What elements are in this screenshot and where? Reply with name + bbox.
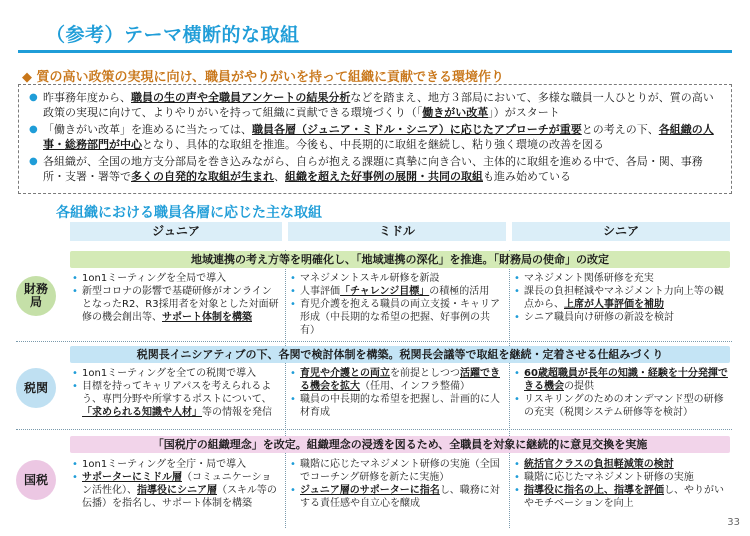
row-divider [16,429,732,430]
row-divider [16,341,732,342]
summary-item-3 [29,154,721,184]
bullet-icon: ● [29,124,38,135]
summary-text-2: 「働きがい改革」を進めるに当たっては、職員各層（ジュニア・ミドル・シニア）に応じたアプローチが重要との考えの下、各組織の人事・総務部門が中心となり、具体的な取組を推進。今後も、中長期的に取組を継続し、粘り強く環境の改善を図る [43,123,714,151]
zaimu-middle-cell: • マネジメントスキル研修を新設 • 人事評価「チャレンジ目標」の積極的活用 • 育児介護を抱える職員の両立支援・キャリア形成（中長期的な希望の把握、好事例の共有） [290,273,500,336]
row-label-kokuzei: 国税 [16,460,56,500]
summary-box [18,84,732,194]
column-header-junior: ジュニア [70,222,282,241]
bullet-icon: ● [29,156,38,167]
summary-item-1 [29,90,721,120]
zaimu-banner: 地域連携の考え方等を明確化し、「地域連携の深化」を推進。「財務局の使命」の改定 [70,251,730,268]
summary-text-3: 各組織が、全国の地方支分部局を巻き込みながら、自らが抱える課題に真摯に向き合い、主体的に取組を進める中で、各局・関、事務所・支署・署等で多くの自発的な取組が生まれ、組織を超えた好事例の展開・共同の取組も進み始めている [43,155,703,183]
column-divider [285,250,286,528]
zaimu-junior-cell: • 1on1ミーティングを全局で導入 • 新型コロナの影響で基礎研修がオンラインとなったR2、R3採用者を対象とした対面研修の機会創出等、サポート体制を構築 [72,273,279,323]
column-header-senior: シニア [512,222,730,241]
kokuzei-senior-cell: • 統括官クラスの負担軽減策の検討 • 職階に応じたマネジメント研修の実施 • 指導役に指名の上、指導を評価し、やりがいやモチベーションを向上 [514,459,724,509]
page-title: （参考）テーマ横断的な取組 [46,24,300,46]
zaimu-senior-cell: • マネジメント関係研修を充実 • 課長の負担軽減やマネジメント力向上等の観点から、上席が人事評価を補助 • シニア職員向け研修の新設を検討 [514,273,724,323]
section-title: 各組織における職員各層に応じた主な取組 [56,205,322,221]
zeikan-junior-cell: • 1on1ミーティングを全ての税関で導入 • 目標を持ってキャリアパスを考えられるよう、専門分野や所掌するポストについて、「求められる知識や人材」等の情報を発信 [72,368,272,418]
kokuzei-banner: 「国税庁の組織理念」を改定。組織理念の浸透を図るため、全職員を対象に継続的に意見交換を実施 [70,436,730,453]
column-divider [509,250,510,528]
kokuzei-junior-cell: • 1on1ミーティングを全庁・局で導入 • サポーターにミドル層（コミュニケーション活性化）、指導役にシニア層（スキル等の伝播）を指名し、サポート体制を構築 [72,459,277,509]
kokuzei-middle-cell: • 職階に応じたマネジメント研修の実施（全国でコーチング研修を新たに実施） • ジュニア層のサポーターに指名し、職務に対する責任感や自立心を醸成 [290,459,500,509]
zeikan-middle-cell: • 育児や介護との両立を前提としつつ活躍できる機会を拡大（任用、インフラ整備） • 職員の中長期的な希望を把握し、計画的に人材育成 [290,368,500,418]
column-header-middle: ミドル [288,222,506,241]
subheading: ◆ 質の高い政策の実現に向け、職員がやりがいを持って組織に貢献できる環境作り [22,70,505,85]
page-number: 33 [727,517,740,528]
bullet-icon: ● [29,92,38,103]
row-label-zaimu: 財務 局 [16,276,56,316]
zeikan-banner: 税関長イニシアティブの下、各関で検討体制を構築。税関長会議等で取組を継続・定着させる仕組みづくり [70,346,730,363]
title-rule [18,50,732,53]
summary-text-1: 昨事務年度から、職員の生の声や全職員アンケートの結果分析などを踏まえ、地方３部局において、多様な職員一人ひとりが、質の高い政策の実現に向けて、よりやりがいを持って組織に貢献できる環境づくり（「働きがい改革」）がスタート [43,91,714,119]
zeikan-senior-cell: • 60歳超職員が長年の知識・経験を十分発揮できる機会の提供 • リスキリングのためのオンデマンド型の研修の充実（税関システム研修等を検討） [514,368,728,418]
summary-item-2 [29,122,721,152]
row-label-zeikan: 税関 [16,368,56,408]
